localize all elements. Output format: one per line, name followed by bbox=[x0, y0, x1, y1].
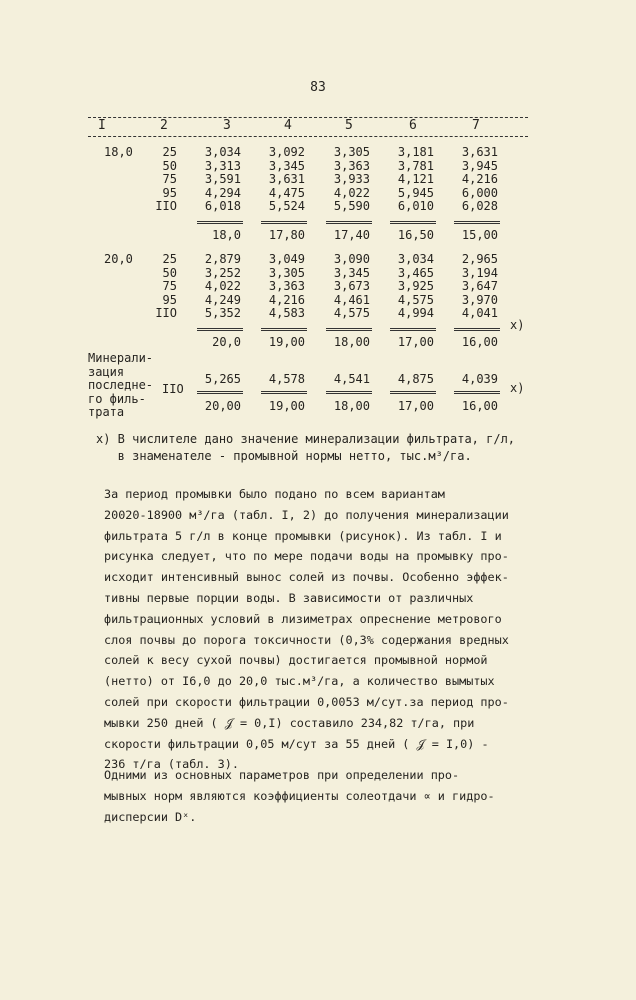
fraction-rule bbox=[261, 221, 307, 224]
table-cell: 4,022 bbox=[204, 279, 241, 293]
header-col-6: 6 bbox=[409, 118, 417, 133]
table-cell: 50 bbox=[162, 265, 177, 280]
header-col-2: 2 bbox=[160, 118, 168, 133]
header-col-7: 7 bbox=[472, 118, 480, 133]
table-cell: 50 bbox=[162, 158, 177, 173]
total-cell: 20,0 bbox=[212, 334, 241, 349]
table-cell: 3,305 bbox=[333, 145, 370, 159]
table-cell: 3,673 bbox=[333, 279, 370, 293]
total-cell: 16,00 bbox=[461, 334, 498, 349]
table-cell: 3,945 bbox=[461, 158, 498, 173]
table-cell: 3,591 bbox=[204, 172, 241, 186]
group-label: 18,0 bbox=[104, 145, 133, 159]
header-top-rule bbox=[88, 117, 528, 118]
total-cell: 15,00 bbox=[461, 227, 498, 242]
table-cell: 3,631 bbox=[461, 145, 498, 159]
fraction-rule bbox=[197, 391, 243, 394]
total-cell: 16,50 bbox=[397, 227, 434, 242]
table-cell: 3,194 bbox=[461, 265, 498, 280]
table-cell: 6,028 bbox=[461, 199, 498, 213]
fraction-rule bbox=[261, 391, 307, 394]
fraction-rule bbox=[390, 328, 436, 331]
header-bottom-rule bbox=[88, 136, 528, 137]
fraction-rule bbox=[454, 221, 500, 224]
fraction-rule bbox=[326, 221, 372, 224]
table-cell: 95 bbox=[162, 292, 177, 307]
table-cell: 4,994 bbox=[397, 306, 434, 320]
table-cell: 4,216 bbox=[461, 172, 498, 186]
table-cell: 3,925 bbox=[397, 279, 434, 293]
total-cell: 18,00 bbox=[333, 334, 370, 349]
fraction-rule bbox=[390, 221, 436, 224]
fraction-rule bbox=[454, 391, 500, 394]
table-cell: 5,352 bbox=[204, 306, 241, 320]
table-cell: 4,121 bbox=[397, 172, 434, 186]
table-cell: 3,933 bbox=[333, 172, 370, 186]
fraction-rule bbox=[326, 391, 372, 394]
table-cell: 5,945 bbox=[397, 185, 434, 200]
table-cell: 6,010 bbox=[397, 199, 434, 213]
table-cell: 3,305 bbox=[268, 265, 305, 280]
mineralization-c2: IIO bbox=[162, 382, 184, 396]
table-cell: 25 bbox=[162, 145, 177, 159]
header-col-3: 3 bbox=[223, 118, 231, 133]
fraction-rule bbox=[454, 328, 500, 331]
paragraph-2 bbox=[104, 765, 574, 827]
table-cell: 3,034 bbox=[397, 252, 434, 266]
mineralization-denominator: 18,00 bbox=[333, 399, 370, 413]
table-cell: 3,631 bbox=[268, 172, 305, 186]
table-cell: 4,583 bbox=[268, 306, 305, 320]
table-cell: 4,216 bbox=[268, 292, 305, 307]
total-cell: 18,0 bbox=[212, 227, 241, 242]
mineralization-numerator: 4,039 bbox=[461, 372, 498, 386]
total-cell: 17,40 bbox=[333, 227, 370, 242]
table-cell: 3,049 bbox=[268, 252, 305, 266]
table-cell: 3,647 bbox=[461, 279, 498, 293]
table-cell: 3,090 bbox=[333, 252, 370, 266]
header-col-4: 4 bbox=[284, 118, 292, 133]
mineralization-denominator: 19,00 bbox=[268, 399, 305, 413]
footnote-mark-2: x) bbox=[510, 381, 525, 395]
fraction-rule bbox=[326, 328, 372, 331]
footnote: x) В числителе дано значение минерализации фильтрата, г/л, в знаменателе - промывной нормы нетто, тыс.м³/га. bbox=[96, 432, 516, 463]
fraction-rule bbox=[197, 328, 243, 331]
table-cell: 95 bbox=[162, 185, 177, 200]
table-cell: 3,313 bbox=[204, 158, 241, 173]
total-cell: 19,00 bbox=[268, 334, 305, 349]
table-cell: 5,524 bbox=[268, 199, 305, 213]
table-cell: 4,461 bbox=[333, 292, 370, 307]
table-cell: 2,879 bbox=[204, 252, 241, 266]
table-cell: 3,970 bbox=[461, 292, 498, 307]
table-cell: 6,018 bbox=[204, 199, 241, 213]
total-cell: 17,00 bbox=[397, 334, 434, 349]
table-cell: 4,575 bbox=[333, 306, 370, 320]
mineralization-numerator: 5,265 bbox=[204, 372, 241, 386]
table-cell: 3,363 bbox=[268, 279, 305, 293]
table-cell: IIO bbox=[155, 306, 177, 320]
mineralization-denominator: 16,00 bbox=[461, 399, 498, 413]
table-cell: 3,252 bbox=[204, 265, 241, 280]
table-cell: 4,249 bbox=[204, 292, 241, 307]
table-cell: 75 bbox=[162, 172, 177, 186]
header-col-5: 5 bbox=[345, 118, 353, 133]
mineralization-label: Минерали- зация последне- го филь- трата bbox=[88, 351, 154, 419]
table-cell: 3,781 bbox=[397, 158, 434, 173]
page-number: 83 bbox=[310, 80, 326, 95]
header-col-1: I bbox=[98, 118, 106, 133]
mineralization-denominator: 17,00 bbox=[397, 399, 434, 413]
mineralization-numerator: 4,875 bbox=[397, 372, 434, 386]
table-cell: 75 bbox=[162, 279, 177, 293]
mineralization-numerator: 4,541 bbox=[333, 372, 370, 386]
group-label: 20,0 bbox=[104, 252, 133, 266]
paragraph-1-text: За период промывки было подано по всем вариантам 20020-18900 м³/га (табл. I, 2) до получения минерализации фильтрата 5 г/л в конце промывки (рисунок). Из табл. I и рисунка следует, что по мере подачи воды на промывку про- исходит интенсивный вынос солей из почвы. Особенно эффек- тивны первые порции воды. В зависимости от различных фильтрационных условий в лизиметрах опреснение метрового слоя почвы до порога токсичности (0,3% содержания вредных солей к весу сухой почвы) достигается промывной нормой (нетто) от I6,0 до 20,0 тыс.м³/га, а количество вымытых солей при скорости фильтрации 0,0053 м/сут.за период про- мывки 250 дней ( 𝒥 = 0,I) составило 234,82 т/га, при скорости фильтрации 0,05 м/сут за 55 дней ( 𝒥 = I,0) - 236 т/га (табл. 3). bbox=[104, 487, 509, 772]
table-cell: 3,181 bbox=[397, 145, 434, 159]
paragraph-1 bbox=[104, 484, 574, 775]
footnote-mark-1: x) bbox=[510, 318, 525, 332]
fraction-rule bbox=[261, 328, 307, 331]
fraction-rule bbox=[197, 221, 243, 224]
table-cell: 3,034 bbox=[204, 145, 241, 159]
table-cell: 3,345 bbox=[268, 158, 305, 173]
table-cell: 4,475 bbox=[268, 185, 305, 200]
table-cell: 4,022 bbox=[333, 185, 370, 200]
mineralization-numerator: 4,578 bbox=[268, 372, 305, 386]
mineralization-denominator: 20,00 bbox=[204, 399, 241, 413]
table-cell: 4,041 bbox=[461, 306, 498, 320]
paragraph-2-text: Одними из основных параметров при определении про- мывных норм являются коэффициенты солеотдачи ∝ и гидро- дисперсии Dˣ. bbox=[104, 768, 495, 824]
table-cell: 3,092 bbox=[268, 145, 305, 159]
table-cell: IIO bbox=[155, 199, 177, 213]
table-cell: 4,294 bbox=[204, 185, 241, 200]
table-cell: 25 bbox=[162, 252, 177, 266]
table-cell: 6,000 bbox=[461, 185, 498, 200]
fraction-rule bbox=[390, 391, 436, 394]
table-cell: 3,363 bbox=[333, 158, 370, 173]
table-cell: 2,965 bbox=[461, 252, 498, 266]
total-cell: 17,80 bbox=[268, 227, 305, 242]
table-cell: 3,465 bbox=[397, 265, 434, 280]
table-cell: 3,345 bbox=[333, 265, 370, 280]
table-cell: 5,590 bbox=[333, 199, 370, 213]
table-cell: 4,575 bbox=[397, 292, 434, 307]
